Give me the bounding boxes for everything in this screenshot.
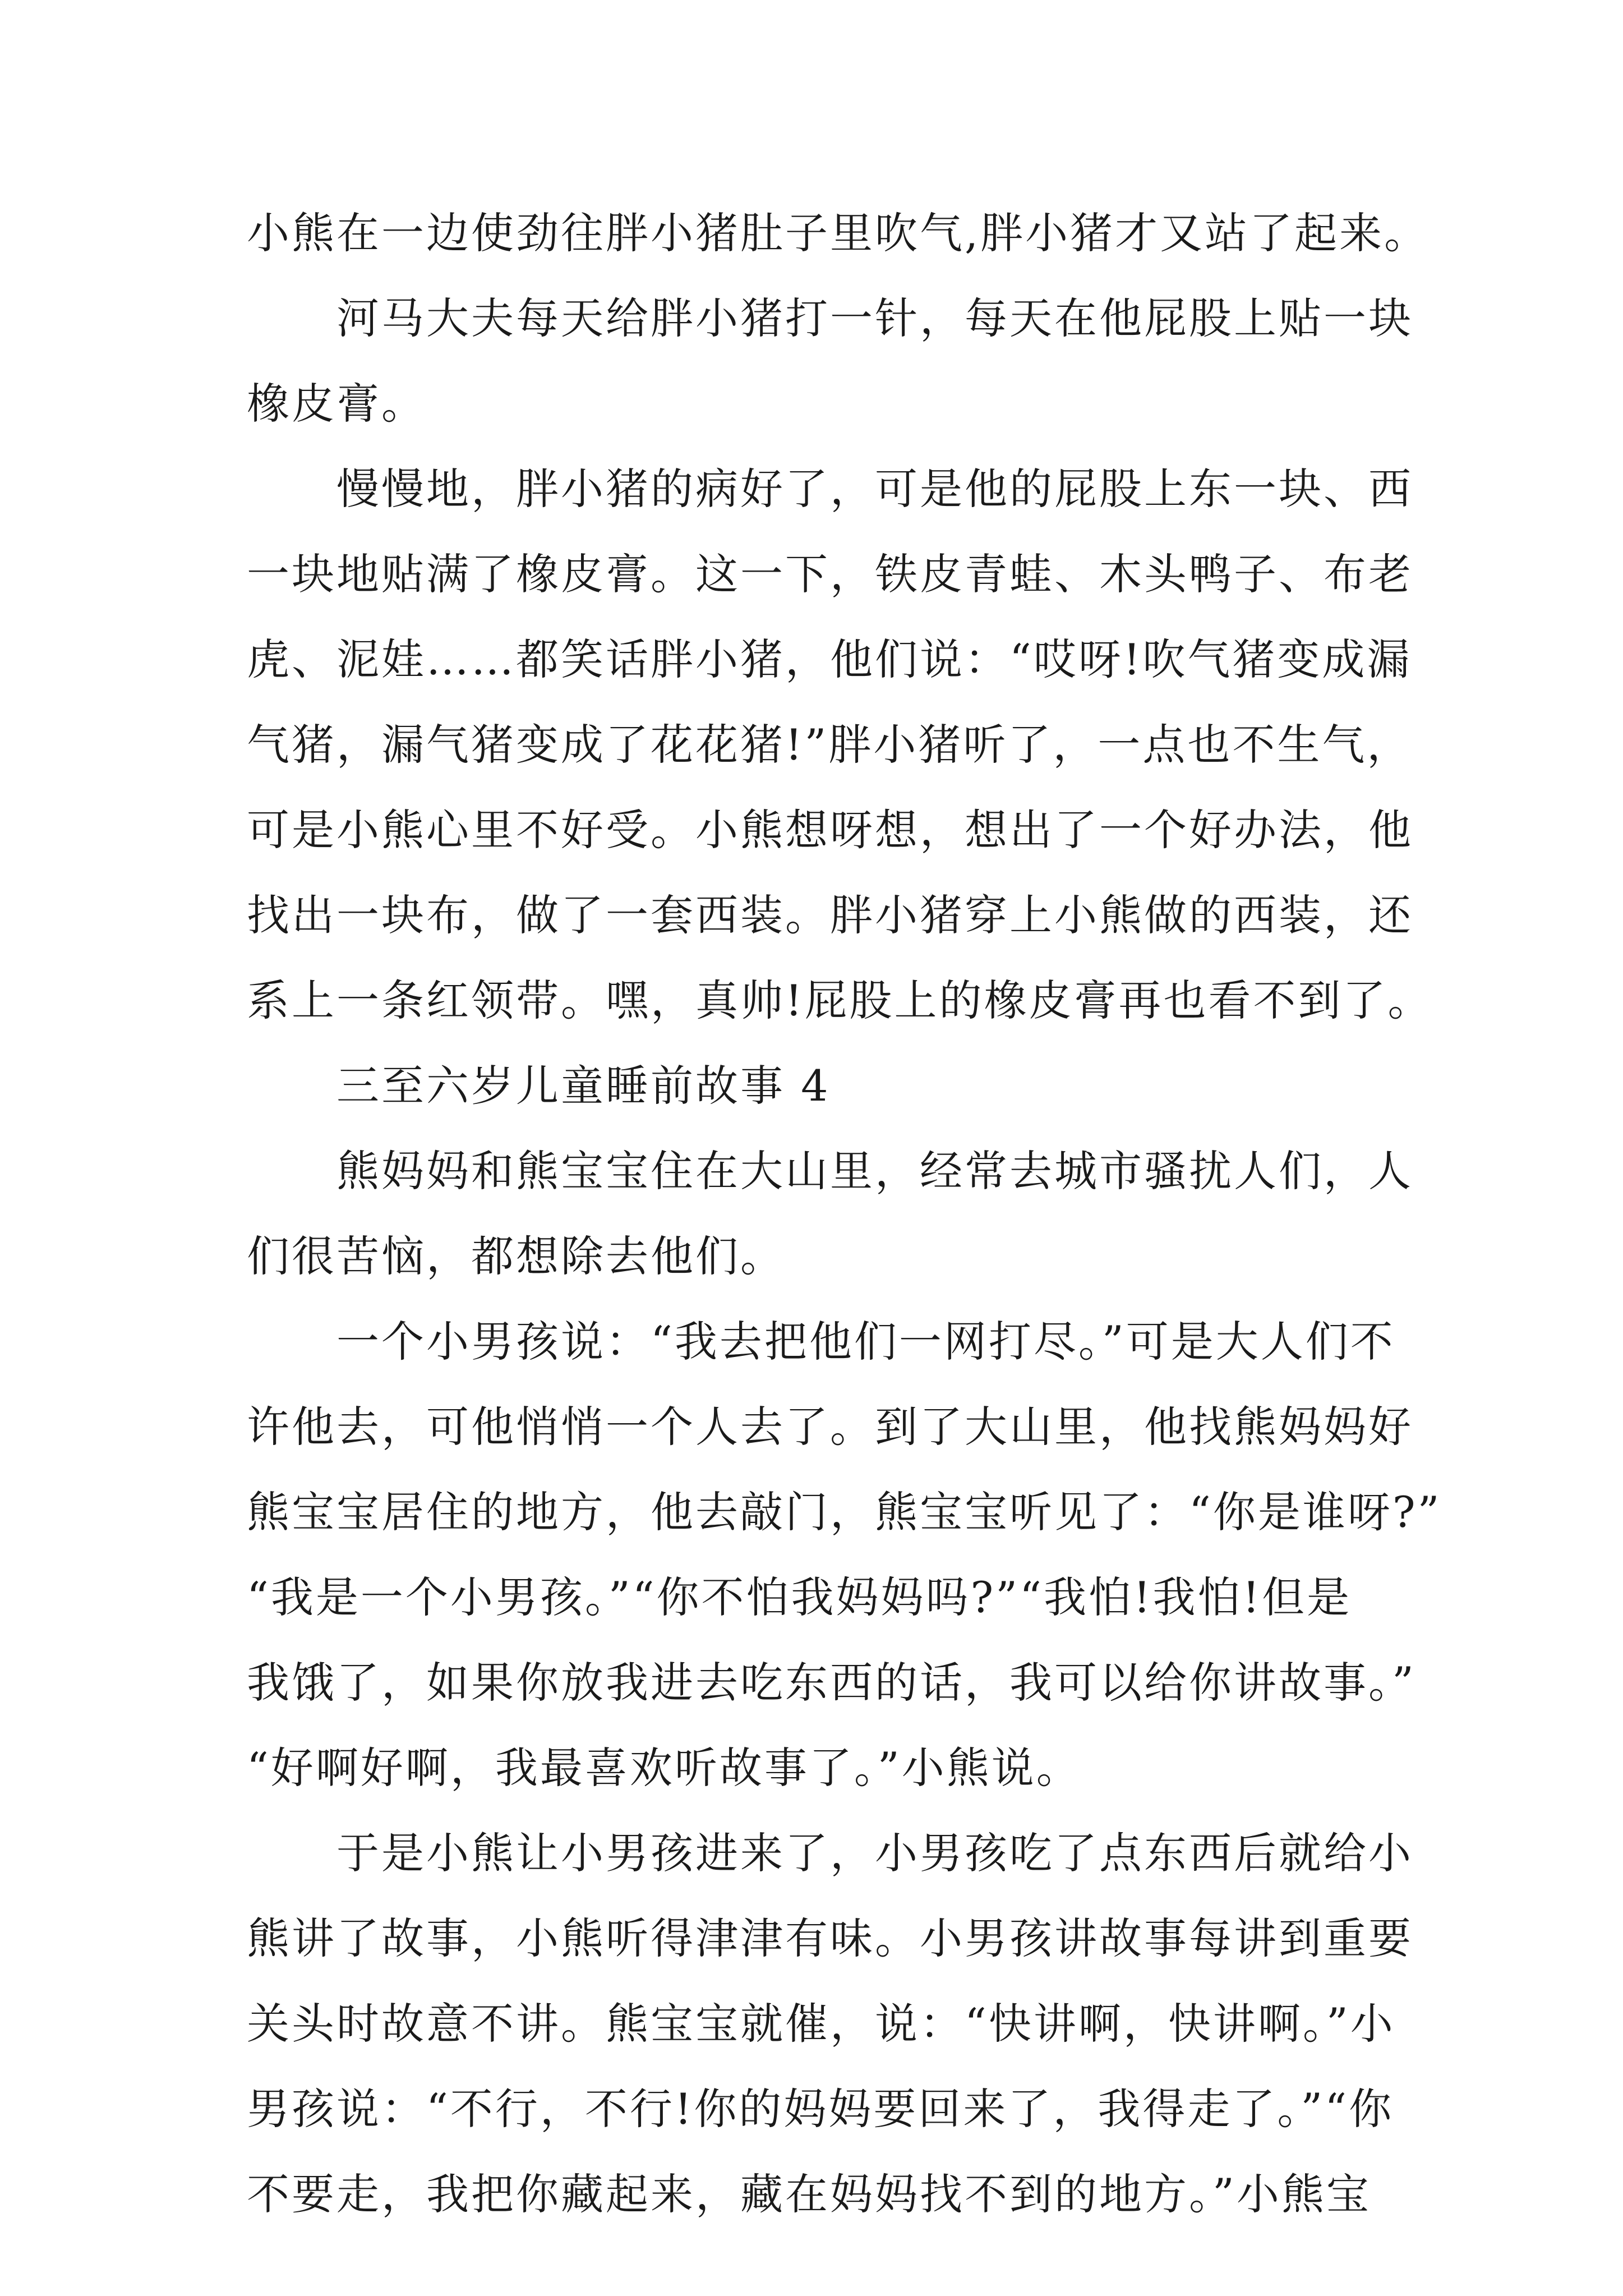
text-line: 熊宝宝居住的地方，他去敲门，熊宝宝听见了：“你是谁呀?”: [247, 1487, 1442, 1537]
text-line: 熊讲了故事，小熊听得津津有味。小男孩讲故事每讲到重要: [247, 1913, 1413, 1963]
text-line: 河马大夫每天给胖小猪打一针，每天在他屁股上贴一块: [336, 293, 1413, 343]
text-line: 熊妈妈和熊宝宝住在大山里，经常去城市骚扰人们，人: [336, 1146, 1413, 1196]
text-line: 许他去，可他悄悄一个人去了。到了大山里，他找熊妈妈好: [247, 1402, 1413, 1452]
text-line: 一个小男孩说：“我去把他们一网打尽。”可是大人们不: [336, 1317, 1395, 1366]
text-line: 系上一条红领带。嘿，真帅!屁股上的橡皮膏再也看不到了。: [247, 976, 1433, 1025]
text-line: 我饿了，如果你放我进去吃东西的话，我可以给你讲故事。”: [247, 1658, 1416, 1708]
text-line: 于是小熊让小男孩进来了，小男孩吃了点东西后就给小: [336, 1828, 1413, 1878]
story-text: [247, 191, 1442, 2237]
text-line: “我是一个小男孩。”“你不怕我妈妈吗?”“我怕!我怕!但是: [247, 1572, 1352, 1622]
text-line: 三至六岁儿童睡前故事 4: [336, 1061, 831, 1111]
text-line: “好啊好啊，我最喜欢听故事了。”小熊说。: [247, 1743, 1081, 1793]
text-line: 一块地贴满了橡皮膏。这一下，铁皮青蛙、木头鸭子、布老: [247, 549, 1413, 599]
text-line: 气猪，漏气猪变成了花花猪!”胖小猪听了，一点也不生气，: [247, 720, 1412, 770]
text-line: 关头时故意不讲。熊宝宝就催，说：“快讲啊，快讲啊。”小: [247, 1999, 1395, 2049]
text-line: 不要走，我把你藏起来，藏在妈妈找不到的地方。”小熊宝: [247, 2169, 1371, 2219]
text-line: 男孩说：“不行，不行!你的妈妈要回来了，我得走了。”“你: [247, 2084, 1394, 2134]
text-line: 慢慢地，胖小猪的病好了，可是他的屁股上东一块、西: [336, 464, 1413, 514]
text-line: 们很苦恼，都想除去他们。: [247, 1231, 785, 1281]
text-line: 橡皮膏。: [247, 379, 426, 429]
text-line: 可是小熊心里不好受。小熊想呀想，想出了一个好办法，他: [247, 805, 1413, 855]
text-line: 虎、泥娃……都笑话胖小猪，他们说：“哎呀!吹气猪变成漏: [247, 634, 1412, 684]
text-line: 找出一块布，做了一套西装。胖小猪穿上小熊做的西装，还: [247, 890, 1413, 940]
text-line: 小熊在一边使劲往胖小猪肚子里吹气,胖小猪才又站了起来。: [247, 208, 1430, 258]
